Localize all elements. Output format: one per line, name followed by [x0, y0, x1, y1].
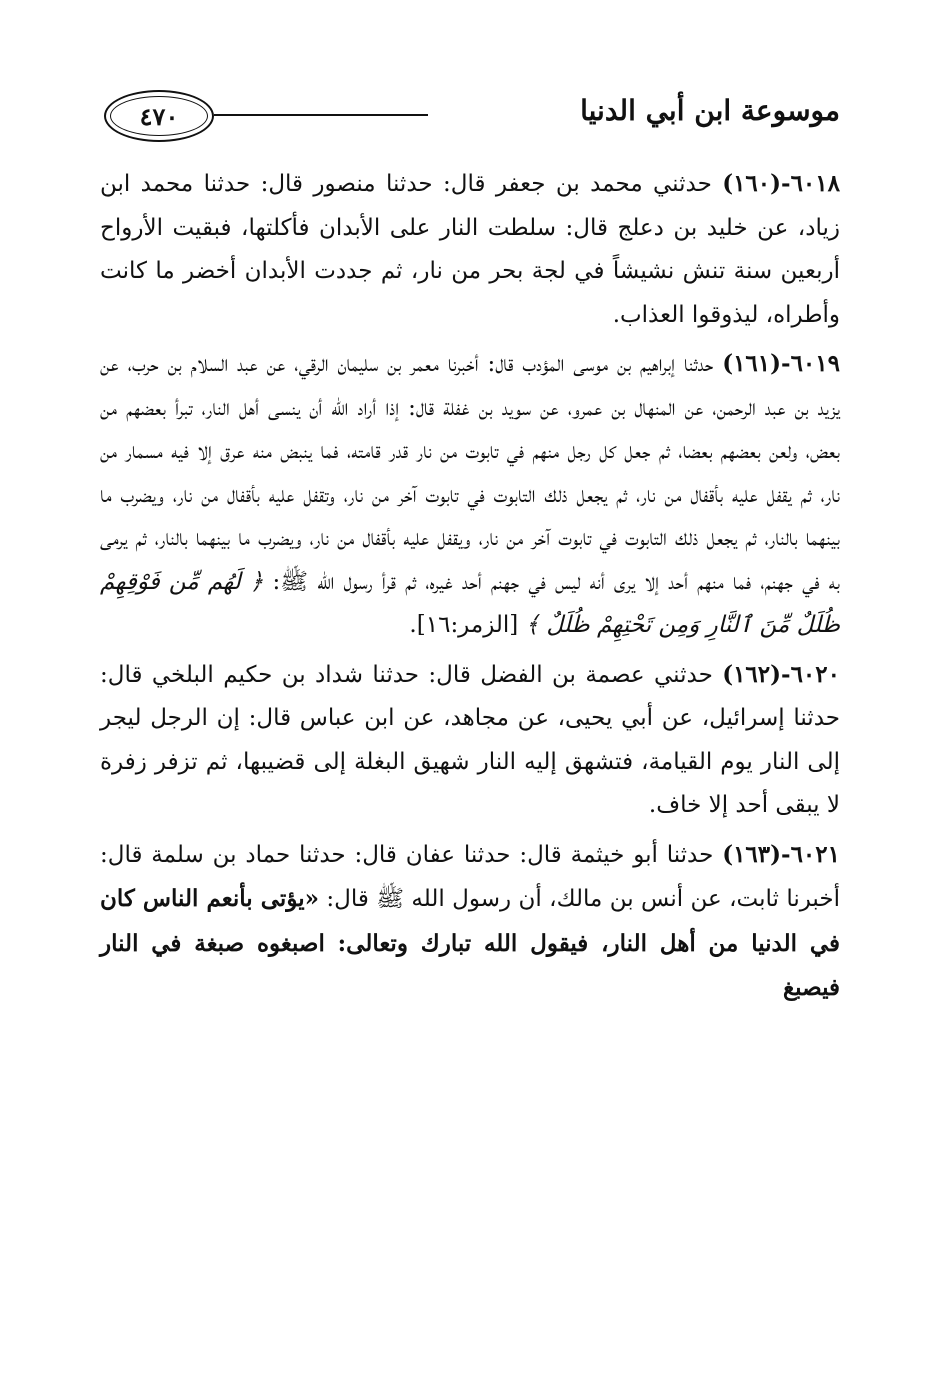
hadith-text: حدثني محمد بن جعفر قال: حدثنا منصور قال: حدثنا محمد ابن زياد، عن خليد بن دعلج قال: سلطت النار على الأبدان فأكلتها، فبقيت الأرواح أربعين سنة تنش نشيشاً في لجة بحر من نار، ثم جددت الأبدان أخضر ما كانت وأطراه، ليذوقوا العذاب. [100, 171, 840, 328]
page-number-oval [104, 90, 214, 142]
prophetic-quote: «يؤتى بأنعم الناس كان في الدنيا من أهل النار، فيقول الله تبارك وتعالى: اصبغوه صبغة في النار فيصبغ [100, 885, 840, 1001]
hadith-paragraph [100, 653, 840, 828]
page-body [100, 162, 840, 1011]
hadith-text: حدثني عصمة بن الفضل قال: حدثنا شداد بن حكيم البلخي قال: حدثنا إسرائيل، عن أبي يحيى، عن مجاهد، عن ابن عباس قال: إن الرجل ليجر إلى النار يوم القيامة، فتشهق إليه النار شهيق البغلة إلى قضيبها، ثم تزفر زفرة لا يبقى أحد إلا خاف. [100, 661, 840, 818]
hadith-paragraph [100, 833, 840, 1011]
book-title: موسوعة ابن أبي الدنيا [580, 94, 840, 127]
page-header [98, 88, 840, 150]
header-rule [214, 114, 428, 116]
hadith-number: ٦٠٢٠-(١٦٢) [722, 660, 840, 688]
hadith-paragraph [100, 162, 840, 337]
quran-verse: ﴿ لَهُم مِّن فَوْقِهِمْ ظُلَلٌ مِّنَ ٱلنَّارِ وَمِن تَحْتِهِمْ ظُلَلٌ ﴾ [100, 568, 840, 638]
verse-reference: [الزمر:١٦]. [409, 612, 526, 638]
hadith-number: ٦٠٢١-(١٦٣) [722, 840, 840, 868]
hadith-number: ٦٠١٩-(١٦١) [722, 350, 840, 377]
hadith-text: حدثنا أبو خيثمة قال: حدثنا عفان قال: حدثنا حماد بن سلمة قال: أخبرنا ثابت، عن أنس بن مالك، أن رسول الله ﷺ قال: [100, 841, 840, 912]
hadith-number: ٦٠١٨-(١٦٠) [722, 170, 840, 197]
page-number: ٤٧٠ [110, 96, 208, 136]
hadith-paragraph [100, 342, 840, 648]
hadith-text: حدثنا إبراهيم بن موسى المؤدب قال: أخبرنا معمر بن سليمان الرقي، عن عبد السلام بن حرب، عن يزيد بن عبد الرحمن، عن المنهال بن عمرو، عن سويد بن غفلة قال: إذا أراد الله أن ينسى أهل النار، تبرأ بعضهم من بعض، ولعن بعضهم بعضا، ثم جعل كل رجل منهم في تابوت من نار قدر قامته، فما ينبض منه عرق إلا فيه مسمار من نار، ثم يقفل عليه بأقفال من نار، ثم يجعل ذلك التابوت في تابوت آخر من نار، وتقفل عليه بأقفال من نار، ويضرب ما بينهما بالنار، ثم يجعل ذلك التابوت في تابوت آخر من نار، ويقفل عليه بأقفال من نار، ويضرب ما بينهما بالنار، ثم يرمى به في جهنم، فما منهم أحد إلا يرى أنه ليس في جهنم أحد غيره، ثم قرأ رسول الله ﷺ: [100, 351, 840, 595]
